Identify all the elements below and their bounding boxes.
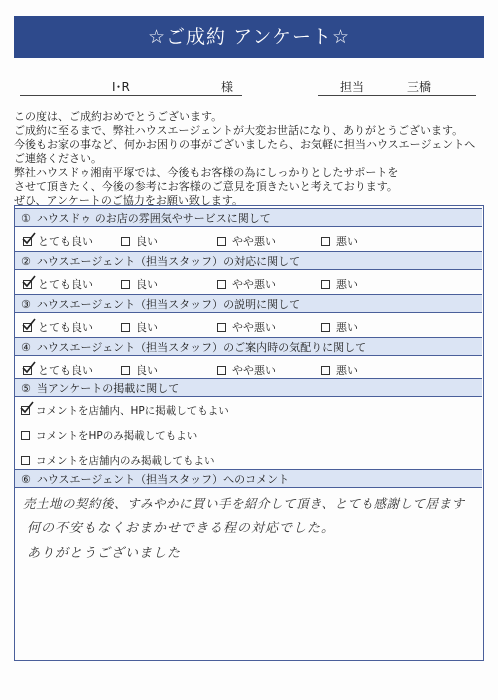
publish-option-store-only[interactable]: コメントを店舗内のみ掲載してもよい (21, 453, 215, 468)
checkbox-icon[interactable] (121, 280, 130, 289)
q2-option-somewhat-bad[interactable]: やや悪い (217, 276, 276, 292)
comment-line-2: 何の不安もなくおまかせできる程の対応でした。 (27, 521, 336, 536)
checked-checkbox-icon[interactable] (23, 280, 32, 289)
q4-option-good[interactable]: 良い (121, 362, 158, 378)
q1-option-bad[interactable]: 悪い (321, 233, 358, 249)
checkbox-icon[interactable] (321, 323, 330, 332)
question-4-header: ④ ハウスエージェント（担当スタッフ）のご案内時の気配りに関して (15, 337, 482, 356)
intro-text: この度は、ご成約おめでとうございます。 ご成約に至るまで、弊社ハウスエージェントが大変お世話になり、ありがとうございます。 今後もお家の事など、何かお困りの事がございましたら、お気軽に担当ハウスエージェントへ ご連絡ください。 弊社ハウスドゥ湘南平塚では、今後もお客様の為にしっかりとしたサポートを させて頂きたく、今後の参考にお客様のご意見を頂きたいと考えております。 ぜひ、アンケートのご協力をお願い致します。 (14, 110, 476, 207)
question-1-options (15, 228, 482, 251)
question-6-header: ⑥ ハウスエージェント（担当スタッフ）へのコメント (15, 469, 482, 488)
checked-checkbox-icon[interactable] (23, 237, 32, 246)
checkbox-icon[interactable] (217, 366, 226, 375)
customer-name: I･R (112, 80, 130, 94)
question-2-header: ② ハウスエージェント（担当スタッフ）の対応に関して (15, 251, 482, 270)
q3-option-bad[interactable]: 悪い (321, 319, 358, 335)
q4-option-somewhat-bad[interactable]: やや悪い (217, 362, 276, 378)
customer-underline (20, 95, 242, 96)
q2-option-very-good[interactable]: とても良い (23, 276, 93, 292)
checkbox-icon[interactable] (217, 280, 226, 289)
staff-underline (318, 95, 476, 96)
checkbox-icon[interactable] (21, 431, 30, 440)
checkbox-icon[interactable] (321, 237, 330, 246)
q1-option-very-good[interactable]: とても良い (23, 233, 93, 249)
staff-name: 三橋 (407, 80, 432, 94)
q4-option-very-good[interactable]: とても良い (23, 362, 93, 378)
checked-checkbox-icon[interactable] (21, 406, 30, 415)
q4-option-bad[interactable]: 悪い (321, 362, 358, 378)
q1-option-good[interactable]: 良い (121, 233, 158, 249)
q3-option-somewhat-bad[interactable]: やや悪い (217, 319, 276, 335)
honorific: 様 (221, 80, 234, 94)
checkbox-icon[interactable] (321, 366, 330, 375)
q2-option-good[interactable]: 良い (121, 276, 158, 292)
checkbox-icon[interactable] (121, 323, 130, 332)
publish-option-store-and-hp[interactable]: コメントを店舗内、HPに掲載してもよい (21, 403, 229, 418)
comment-line-1: 売土地の契約後、すみやかに買い手を紹介して頂き、とても感謝して居ます (23, 496, 465, 511)
survey-title: ☆ご成約 アンケート☆ (14, 16, 484, 58)
checked-checkbox-icon[interactable] (23, 366, 32, 375)
q3-option-good[interactable]: 良い (121, 319, 158, 335)
checkbox-icon[interactable] (121, 237, 130, 246)
question-4-options (15, 357, 482, 380)
checkbox-icon[interactable] (121, 366, 130, 375)
q2-option-bad[interactable]: 悪い (321, 276, 358, 292)
q3-option-very-good[interactable]: とても良い (23, 319, 93, 335)
question-3-options (15, 314, 482, 337)
publish-option-hp-only[interactable]: コメントをHPのみ掲載してもよい (21, 428, 197, 443)
question-1-header: ① ハウスドゥ のお店の雰囲気やサービスに関して (15, 208, 482, 227)
checkbox-icon[interactable] (217, 323, 226, 332)
survey-form (14, 205, 484, 661)
staff-label: 担当 (340, 80, 365, 94)
question-3-header: ③ ハウスエージェント（担当スタッフ）の説明に関して (15, 294, 482, 313)
checkbox-icon[interactable] (21, 456, 30, 465)
question-5-header: ⑤ 当アンケートの掲載に関して (15, 378, 482, 397)
checkbox-icon[interactable] (217, 237, 226, 246)
checked-checkbox-icon[interactable] (23, 323, 32, 332)
comment-line-3: ありがとうございました (27, 546, 182, 561)
checkbox-icon[interactable] (321, 280, 330, 289)
question-2-options (15, 271, 482, 294)
q1-option-somewhat-bad[interactable]: やや悪い (217, 233, 276, 249)
